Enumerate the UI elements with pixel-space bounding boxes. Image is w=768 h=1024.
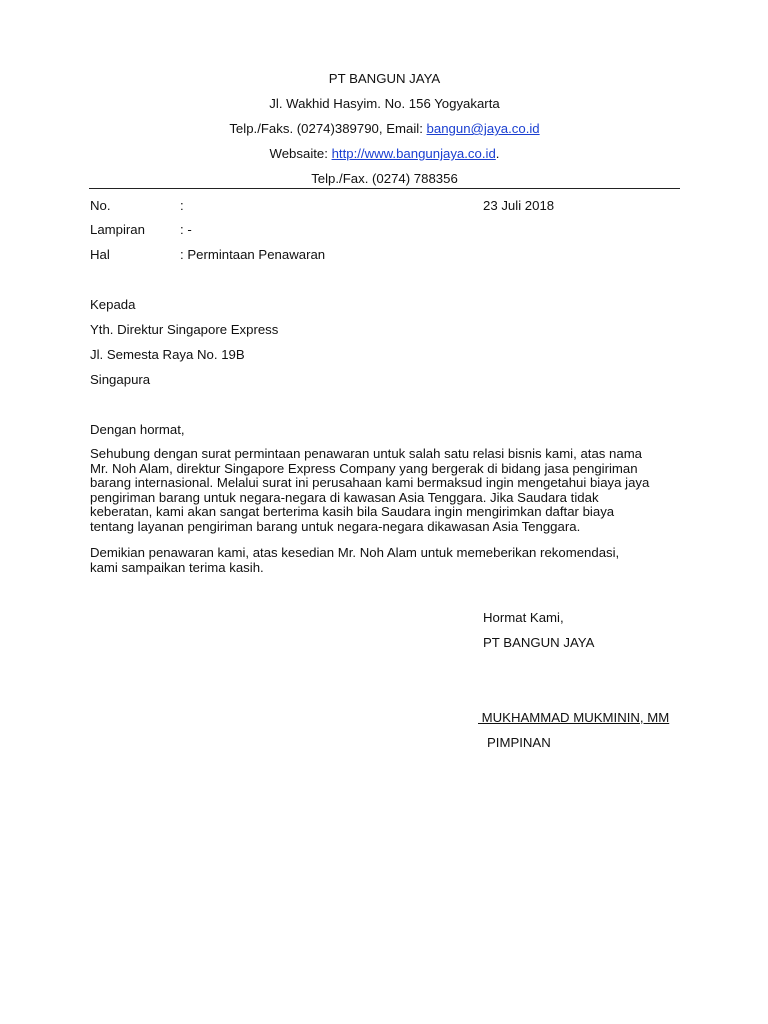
paragraph-line: barang internasional. Melalui surat ini perusahaan kami bermaksud ingin mengetahui biaya jaya: [90, 475, 650, 491]
company-name: PT BANGUN JAYA: [328, 71, 441, 86]
paragraph-line: tentang layanan pengiriman barang untuk negara-negara dikawasan Asia Tenggara.: [90, 518, 581, 534]
recipient-street: Jl. Semesta Raya No. 19B: [90, 347, 245, 362]
contact-line: [89, 121, 680, 136]
signatory-name: MUKHAMMAD MUKMININ, MM: [478, 710, 670, 725]
website-link[interactable]: http://www.bangunjaya.co.id: [331, 146, 496, 161]
body-paragraph-1: [90, 447, 690, 535]
hal-label: Hal: [90, 247, 110, 262]
hal-value: : Permintaan Penawaran: [180, 247, 326, 262]
paragraph-line: keberatan, kami akan sangat berterima kasih bila Saudara ingin mengirimkan daftar biaya: [90, 504, 615, 520]
paragraph-line: pengiriman barang untuk negara-negara di kawasan Asia Tenggara. Jika Saudara tidak: [90, 489, 599, 505]
lampiran-label: Lampiran: [90, 222, 145, 237]
lampiran-value: : -: [180, 222, 192, 237]
paragraph-line: Sehubung dengan surat permintaan penawaran untuk salah satu relasi bisnis kami, atas nama: [90, 446, 643, 461]
paragraph-line: Mr. Noh Alam, direktur Singapore Express Company yang bergerak di bidang jasa pengiriman: [90, 460, 638, 476]
phone-fax-line: Telp./Fax. (0274) 788356: [311, 171, 458, 186]
no-value: :: [180, 198, 184, 213]
letterhead-divider: [89, 188, 680, 189]
letter-date: 23 Juli 2018: [483, 198, 555, 213]
paragraph-line: Demikian penawaran kami, atas kesedian Mr. Noh Alam untuk memeberikan rekomendasi,: [90, 545, 620, 560]
signature-company: PT BANGUN JAYA: [483, 635, 595, 650]
signatory-title: PIMPINAN: [487, 735, 551, 750]
paragraph-line: kami sampaikan terima kasih.: [90, 559, 264, 575]
company-address: Jl. Wakhid Hasyim. No. 156 Yogyakarta: [269, 96, 500, 111]
closing: Hormat Kami,: [483, 610, 564, 625]
phone-fax-text: Telp./Faks. (0274)389790, Email:: [229, 121, 427, 136]
email-link[interactable]: bangun@jaya.co.id: [426, 121, 540, 136]
recipient-city: Singapura: [90, 372, 151, 387]
body-paragraph-2: [90, 546, 690, 575]
recipient-to: Kepada: [90, 297, 136, 312]
recipient-name: Yth. Direktur Singapore Express: [90, 322, 279, 337]
website-line: [89, 146, 680, 161]
website-label: Websaite:: [269, 146, 332, 161]
website-suffix: .: [495, 146, 500, 161]
no-label: No.: [90, 198, 111, 213]
greeting: Dengan hormat,: [90, 422, 185, 437]
